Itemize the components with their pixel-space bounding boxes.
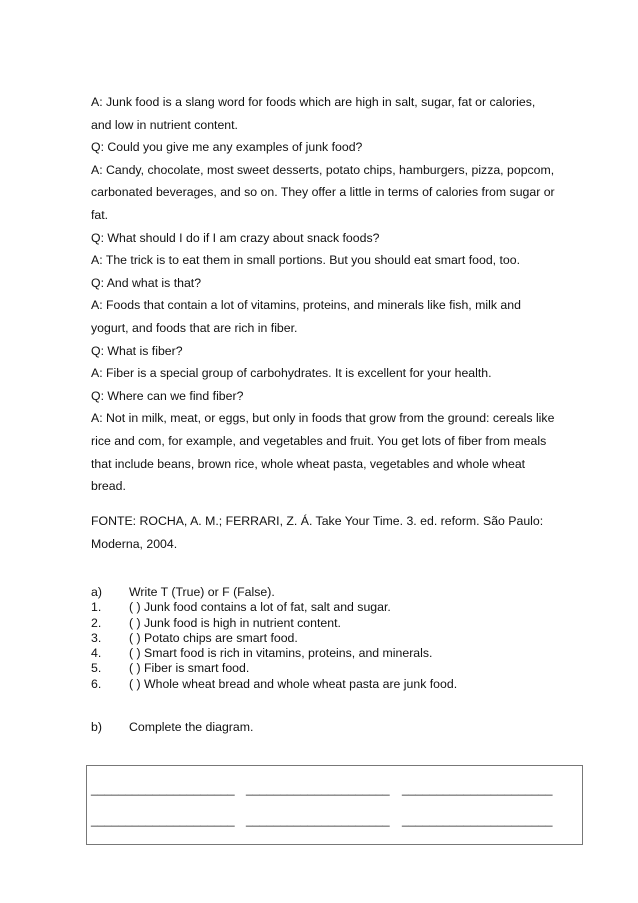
passage-line: A: Not in milk, meat, or eggs, but only in foods that grow from the ground: cereals like (91, 411, 555, 426)
statement-text: ( ) Smart food is rich in vitamins, proteins, and minerals. (129, 646, 433, 661)
passage-line: rice and com, for example, and vegetables and fruit. You get lots of fiber from meals (91, 433, 547, 448)
statement-item (91, 600, 591, 615)
passage-line: yogurt, and foods that are rich in fiber. (91, 320, 298, 335)
diagram-blank[interactable]: _____________________ (91, 813, 235, 827)
passage-line: Q: What is fiber? (91, 343, 183, 358)
reading-passage (91, 91, 591, 498)
exercise-diagram-heading (91, 720, 591, 735)
passage-line: A: Candy, chocolate, most sweet desserts, potato chips, hamburgers, pizza, popcom, (91, 162, 555, 177)
statement-number: 5. (91, 661, 102, 676)
passage-line: bread. (91, 479, 126, 494)
diagram-blank[interactable]: _____________________ (246, 782, 390, 796)
statement-text: ( ) Fiber is smart food. (129, 661, 250, 676)
statement-text: ( ) Junk food is high in nutrient content. (129, 615, 341, 630)
statement-item (91, 661, 591, 676)
passage-line: fat. (91, 207, 109, 222)
diagram-box (86, 765, 583, 845)
statement-number: 3. (91, 630, 102, 645)
statement-item (91, 677, 591, 692)
exercise-heading (91, 585, 591, 600)
exercise-heading (91, 720, 591, 735)
passage-line: Q: Could you give me any examples of junk food? (91, 140, 363, 155)
passage-line: Q: What should I do if I am crazy about snack foods? (91, 230, 380, 245)
statement-number: 6. (91, 676, 102, 691)
statement-text: ( ) Whole wheat bread and whole wheat pasta are junk food. (129, 676, 458, 691)
diagram-blank[interactable]: _____________________ (246, 813, 390, 827)
statement-number: 1. (91, 600, 102, 615)
exercise-true-false (91, 585, 591, 692)
diagram-blank[interactable]: _____________________ (91, 782, 235, 796)
passage-line: A: Fiber is a special group of carbohydrates. It is excellent for your health. (91, 366, 492, 381)
passage-line: that include beans, brown rice, whole wheat pasta, vegetables and whole wheat (91, 456, 526, 471)
statement-text: ( ) Junk food contains a lot of fat, salt and sugar. (129, 600, 391, 615)
diagram-blank[interactable]: ______________________ (402, 813, 553, 827)
passage-line: A: The trick is to eat them in small portions. But you should eat smart food, too. (91, 253, 521, 268)
exercise-instruction: Complete the diagram. (129, 720, 254, 734)
passage-line: Q: And what is that? (91, 275, 202, 290)
statement-text: ( ) Potato chips are smart food. (129, 630, 298, 645)
source-citation (91, 510, 591, 555)
passage-line: carbonated beverages, and so on. They offer a little in terms of calories from sugar or (91, 185, 555, 200)
passage-line: and low in nutrient content. (91, 117, 238, 132)
passage-line: A: Foods that contain a lot of vitamins, proteins, and minerals like fish, milk and (91, 298, 521, 313)
exercise-label: a) (91, 585, 102, 599)
statement-item (91, 646, 591, 661)
passage-line: Q: Where can we find fiber? (91, 388, 244, 403)
statement-item (91, 616, 591, 631)
statement-number: 4. (91, 646, 102, 661)
exercise-instruction: Write T (True) or F (False). (129, 585, 275, 599)
statement-item (91, 631, 591, 646)
statement-number: 2. (91, 615, 102, 630)
citation-line: FONTE: ROCHA, A. M.; FERRARI, Z. Á. Take Your Time. 3. ed. reform. São Paulo: (91, 514, 544, 528)
exercise-label: b) (91, 720, 102, 734)
citation-line: Moderna, 2004. (91, 536, 178, 551)
diagram-blank[interactable]: ______________________ (402, 782, 553, 796)
passage-line: A: Junk food is a slang word for foods which are high in salt, sugar, fat or calories, (91, 95, 536, 109)
